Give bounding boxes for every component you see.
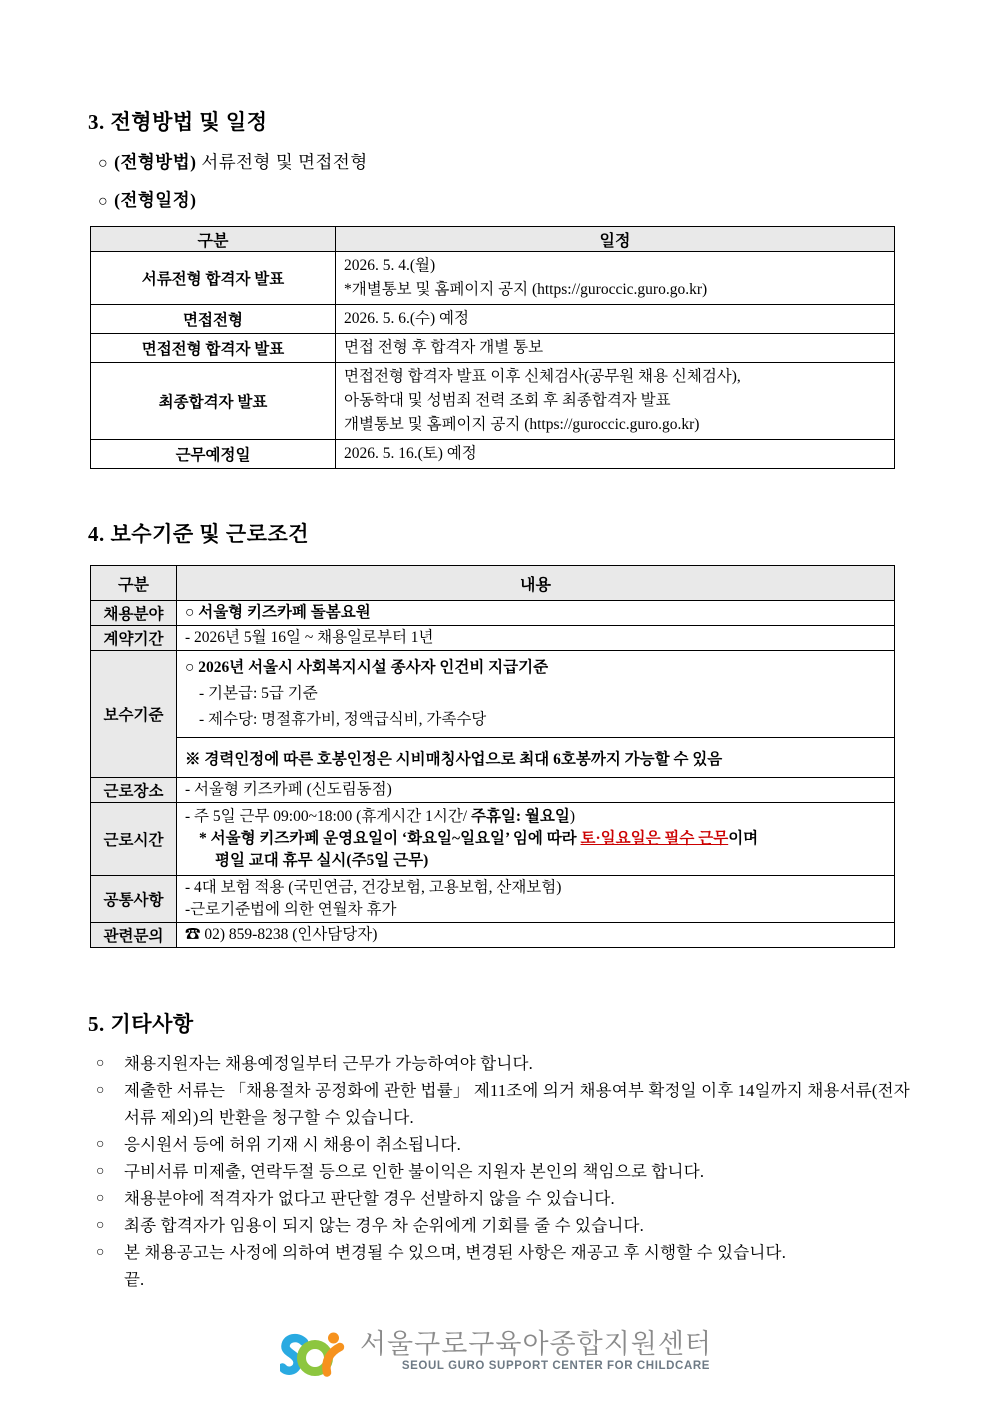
row-label: 서류전형 합격자 발표: [91, 252, 336, 305]
table-row: [91, 626, 895, 651]
circle-bullet-icon: ○: [96, 1218, 105, 1233]
row-value: [177, 778, 895, 803]
row-line: *개별통보 및 홈페이지 공지 (https://guroccic.guro.go.kr): [344, 281, 708, 298]
conditions-header-naeyong: 내용: [177, 566, 895, 601]
row-value: [177, 923, 895, 948]
row-label: 근로장소: [91, 778, 177, 803]
row-label: 공통사항: [91, 876, 177, 923]
row-label: 보수기준: [91, 651, 177, 778]
contact-phone: ☎ 02) 859-8238 (인사담당자): [185, 926, 378, 943]
row-line: - 기본급: 5급 기준: [199, 685, 318, 702]
table-row: [91, 876, 895, 923]
row-label: 근무예정일: [91, 440, 336, 469]
row-line: - 2026년 5월 16일 ~ 채용일로부터 1년: [185, 629, 434, 646]
table-row: [91, 252, 895, 305]
row-line: 평일 교대 휴무 실시(주5일 근무): [215, 852, 429, 869]
table-row: [91, 923, 895, 948]
row-label: 면접전형: [91, 305, 336, 334]
row-line: ○ 서울형 키즈카페 돌봄요원: [185, 604, 371, 621]
row-line: 2026. 5. 6.(수) 예정: [344, 310, 469, 327]
circle-bullet-icon: ○: [96, 1245, 105, 1260]
list-item-text: 제출한 서류는 「채용절차 공정화에 관한 법률」 제11조에 의거 채용여부 확정일 이후 14일까지 채용서류(전자서류 제외)의 반환을 청구할 수 있습니다.: [124, 1081, 910, 1127]
notes-list: [96, 1050, 926, 1266]
row-value: [336, 334, 895, 363]
row-value: [336, 440, 895, 469]
table-row: [91, 803, 895, 876]
row-value: [336, 252, 895, 305]
table-row: [91, 363, 895, 440]
list-item-text: 본 채용공고는 사정에 의하여 변경될 수 있으며, 변경된 사항은 재공고 후 시행할 수 있습니다.: [124, 1243, 787, 1262]
table-row: [91, 305, 895, 334]
schedule-table: [90, 226, 895, 469]
row-line: 2026. 5. 4.(월): [344, 257, 436, 274]
row-line: ○ 2026년 서울시 사회복지시설 종사자 인건비 지급기준: [185, 659, 549, 676]
schedule-header-gubun: 구분: [91, 227, 336, 252]
row-value: [177, 803, 895, 876]
logo-text-block: [360, 1329, 712, 1372]
conditions-table: [90, 565, 895, 948]
schedule-bullet: [98, 187, 992, 212]
row-line: * 서울형 키즈카페 운영요일이 ‘화요일~일요일’ 임에 따라 토·일요일은 필수 근무이며: [199, 830, 759, 847]
logo-korean-name: 서울구로구육아종합지원센터: [359, 1329, 713, 1359]
weekly-holiday-emphasis: 주휴일: 월요일: [470, 808, 570, 825]
list-item: [96, 1239, 926, 1266]
row-value: [336, 363, 895, 440]
method-bullet-label: (전형방법): [114, 152, 197, 172]
list-item-text: 채용지원자는 채용예정일부터 근무가 가능하여야 합니다.: [124, 1054, 533, 1073]
schedule-header-iljeong: 일정: [336, 227, 895, 252]
childcare-center-logo-icon: [280, 1331, 350, 1388]
logo-english-name: SEOUL GURO SUPPORT CENTER FOR CHILDCARE: [401, 1360, 711, 1372]
list-item-text: 구비서류 미제출, 연락두절 등으로 인한 불이익은 지원자 본인의 책임으로 합니다.: [124, 1162, 705, 1181]
conditions-header-gubun: 구분: [91, 566, 177, 601]
circle-bullet-icon: ○: [98, 155, 109, 172]
list-item: [96, 1131, 926, 1158]
conditions-header-row: [91, 566, 895, 601]
mandatory-workday-emphasis: 토·일요일은 필수 근무: [580, 830, 729, 847]
row-line: 아동학대 및 성범죄 전력 조회 후 최종합격자 발표: [344, 392, 671, 409]
list-item: [96, 1158, 926, 1185]
list-item: [96, 1050, 926, 1077]
section5-title: 5. 기타사항: [88, 1012, 194, 1036]
row-line: 면접전형 합격자 발표 이후 신체검사(공무원 채용 신체검사),: [344, 368, 741, 385]
list-item: [96, 1077, 926, 1131]
table-row: [91, 738, 895, 778]
row-label: 관련문의: [91, 923, 177, 948]
list-item: [96, 1212, 926, 1239]
list-item-text: 응시원서 등에 허위 기재 시 채용이 취소됩니다.: [124, 1135, 461, 1154]
circle-bullet-icon: ○: [96, 1164, 105, 1179]
table-row: [91, 440, 895, 469]
method-bullet: [98, 149, 992, 174]
list-item-text: 채용분야에 적격자가 없다고 판단할 경우 선발하지 않을 수 있습니다.: [124, 1189, 615, 1208]
schedule-bullet-label: (전형일정): [114, 190, 197, 210]
circle-bullet-icon: ○: [96, 1083, 105, 1098]
table-row: [91, 601, 895, 626]
row-label: 최종합격자 발표: [91, 363, 336, 440]
row-label: 계약기간: [91, 626, 177, 651]
section3-title: 3. 전형방법 및 일정: [88, 110, 268, 134]
section4-title: 4. 보수기준 및 근로조건: [88, 522, 310, 546]
row-value: [177, 651, 895, 738]
table-row: [91, 334, 895, 363]
schedule-header-row: [91, 227, 895, 252]
circle-bullet-icon: ○: [96, 1191, 105, 1206]
row-value: [177, 876, 895, 923]
row-line: - 4대 보험 적용 (국민연금, 건강보험, 고용보험, 산재보험): [185, 879, 562, 896]
document-end-mark: 끝.: [124, 1270, 145, 1289]
row-line: - 주 5일 근무 09:00~18:00 (휴게시간 1시간/ 주휴일: 월요일): [185, 808, 576, 825]
circle-bullet-icon: ○: [98, 193, 109, 210]
row-line: -근로기준법에 의한 연월차 휴가: [185, 901, 397, 918]
footer-logo: [0, 1329, 992, 1388]
salary-note: ※ 경력인정에 따른 호봉인정은 시비매칭사업으로 최대 6호봉까지 가능할 수 있음: [177, 738, 895, 778]
list-item-text: 최종 합격자가 임용이 되지 않는 경우 차 순위에게 기회를 줄 수 있습니다.: [124, 1216, 644, 1235]
circle-bullet-icon: ○: [96, 1056, 105, 1071]
method-bullet-text: 서류전형 및 면접전형: [196, 152, 368, 172]
table-row: [91, 778, 895, 803]
row-value: [177, 626, 895, 651]
circle-bullet-icon: ○: [96, 1137, 105, 1152]
row-label: 채용분야: [91, 601, 177, 626]
row-label: 근로시간: [91, 803, 177, 876]
list-item: [96, 1185, 926, 1212]
table-row: [91, 651, 895, 738]
row-line: - 서울형 키즈카페 (신도림동점): [185, 781, 392, 798]
row-line: 개별통보 및 홈페이지 공지 (https://guroccic.guro.go.kr): [344, 416, 700, 433]
row-value: [336, 305, 895, 334]
row-line: 면접 전형 후 합격자 개별 통보: [344, 339, 544, 356]
row-value: [177, 601, 895, 626]
row-line: - 제수당: 명절휴가비, 정액급식비, 가족수당: [199, 711, 487, 728]
row-label: 면접전형 합격자 발표: [91, 334, 336, 363]
row-line: 2026. 5. 16.(토) 예정: [344, 445, 477, 462]
